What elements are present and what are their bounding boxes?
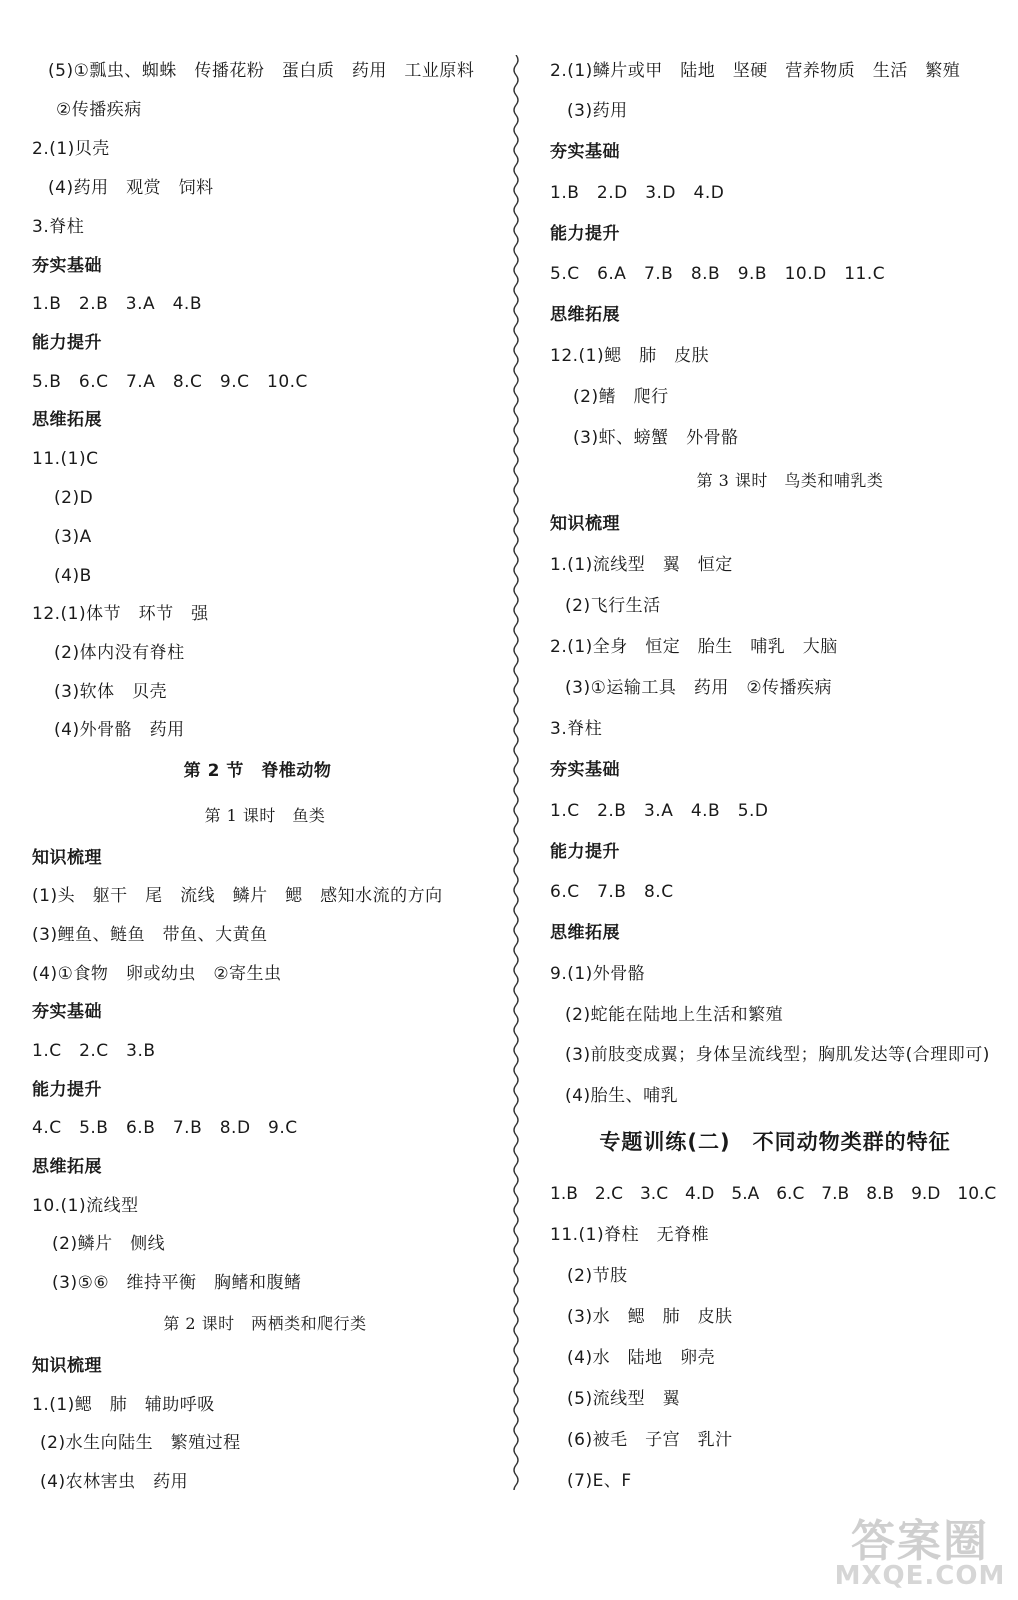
answer-line: (2)D xyxy=(54,488,94,508)
section-heading: 思维拓展 xyxy=(32,410,102,430)
answer-line: (4)药用 观赏 饲料 xyxy=(48,178,214,198)
column-divider xyxy=(509,55,523,1490)
answer-line: (3)水 鳃 肺 皮肤 xyxy=(567,1307,733,1327)
answer-line: 6.C 7.B 8.C xyxy=(550,882,674,902)
answer-line: (2)鳞片 侧线 xyxy=(52,1234,166,1254)
answer-line: (3)药用 xyxy=(567,101,628,121)
answer-line: (2)体内没有脊柱 xyxy=(54,643,185,663)
section-heading: 能力提升 xyxy=(550,224,620,244)
section-heading: 知识梳理 xyxy=(32,1356,102,1376)
section-heading: 夯实基础 xyxy=(550,142,620,162)
answer-line: 3.脊柱 xyxy=(32,217,85,237)
lesson-title: 第 2 课时 两栖类和爬行类 xyxy=(163,1314,367,1333)
answer-line: (4)农林害虫 药用 xyxy=(40,1472,189,1492)
section-heading: 思维拓展 xyxy=(550,923,620,943)
answer-line: (4)B xyxy=(54,566,92,586)
answer-line: (2)鳍 爬行 xyxy=(573,387,669,407)
answer-line: (3)虾、螃蟹 外骨骼 xyxy=(573,428,739,448)
answer-line: 10.(1)流线型 xyxy=(32,1196,139,1216)
answer-line: (4)水 陆地 卵壳 xyxy=(567,1348,716,1368)
answer-line: (4)外骨骼 药用 xyxy=(54,720,185,740)
section-heading: 思维拓展 xyxy=(550,305,620,325)
answer-line: (3)鲤鱼、鲢鱼 带鱼、大黄鱼 xyxy=(32,925,268,945)
answer-line: 12.(1)鳃 肺 皮肤 xyxy=(550,346,710,366)
answer-line: (7)E、F xyxy=(567,1471,632,1491)
answer-line: 2.(1)全身 恒定 胎生 哺乳 大脑 xyxy=(550,637,838,657)
answer-line: (2)水生向陆生 繁殖过程 xyxy=(40,1433,241,1453)
answer-line: (5)①瓢虫、蜘蛛 传播花粉 蛋白质 药用 工业原料 xyxy=(48,61,475,81)
answer-line: (3)前肢变成翼；身体呈流线型；胸肌发达等(合理即可) xyxy=(565,1045,990,1065)
answer-line: (2)飞行生活 xyxy=(565,596,661,616)
answer-line: (4)胎生、哺乳 xyxy=(565,1086,679,1106)
section-heading: 能力提升 xyxy=(32,333,102,353)
answer-line: (2)节肢 xyxy=(567,1266,628,1286)
answer-line: (3)①运输工具 药用 ②传播疾病 xyxy=(565,678,833,698)
lesson-title: 第 1 课时 鱼类 xyxy=(204,806,326,825)
answer-line: (3)A xyxy=(54,527,92,547)
answer-line: 1.(1)流线型 翼 恒定 xyxy=(550,555,733,575)
answer-line: 1.B 2.D 3.D 4.D xyxy=(550,183,725,203)
answer-line: 2.(1)鳞片或甲 陆地 坚硬 营养物质 生活 繁殖 xyxy=(550,61,961,81)
section-heading: 思维拓展 xyxy=(32,1157,102,1177)
section-heading: 夯实基础 xyxy=(32,1002,102,1022)
section-heading: 夯实基础 xyxy=(550,760,620,780)
watermark-main-text: 答案圈 xyxy=(851,1516,989,1567)
answer-line: 5.C 6.A 7.B 8.B 9.B 10.D 11.C xyxy=(550,264,886,284)
answer-line: (2)蛇能在陆地上生活和繁殖 xyxy=(565,1005,784,1025)
answer-line: 11.(1)脊柱 无脊椎 xyxy=(550,1225,710,1245)
section-heading: 能力提升 xyxy=(32,1080,102,1100)
section-heading: 知识梳理 xyxy=(32,848,102,868)
answer-line: (1)头 躯干 尾 流线 鳞片 鳃 感知水流的方向 xyxy=(32,886,443,906)
section-title: 第 2 节 脊椎动物 xyxy=(183,761,332,781)
section-heading: 夯实基础 xyxy=(32,256,102,276)
answer-line: 1.B 2.B 3.A 4.B xyxy=(32,294,202,314)
answer-line: 11.(1)C xyxy=(32,449,99,469)
answer-line: (5)流线型 翼 xyxy=(567,1389,681,1409)
answer-line: ②传播疾病 xyxy=(56,100,142,120)
answer-line: (6)被毛 子宫 乳汁 xyxy=(567,1430,733,1450)
watermark-logo xyxy=(825,1505,1015,1595)
answer-line: 4.C 5.B 6.B 7.B 8.D 9.C xyxy=(32,1118,298,1138)
answer-line: 3.脊柱 xyxy=(550,719,603,739)
answer-line: (3)⑤⑥ 维持平衡 胸鳍和腹鳍 xyxy=(52,1273,302,1293)
answer-line: 9.(1)外骨骼 xyxy=(550,964,646,984)
answer-line: 1.(1)鳃 肺 辅助呼吸 xyxy=(32,1395,215,1415)
topic-title: 专题训练(二) 不同动物类群的特征 xyxy=(599,1130,951,1154)
answer-line: 12.(1)体节 环节 强 xyxy=(32,604,209,624)
section-heading: 知识梳理 xyxy=(550,514,620,534)
watermark-url-text: MXQE.COM xyxy=(834,1561,1006,1591)
answer-line: 1.C 2.C 3.B xyxy=(32,1041,156,1061)
answer-line: 5.B 6.C 7.A 8.C 9.C 10.C xyxy=(32,372,308,392)
answer-line: (3)软体 贝壳 xyxy=(54,682,168,702)
answer-line: (4)①食物 卵或幼虫 ②寄生虫 xyxy=(32,964,282,984)
answer-line: 2.(1)贝壳 xyxy=(32,139,110,159)
lesson-title: 第 3 课时 鸟类和哺乳类 xyxy=(696,471,884,490)
section-heading: 能力提升 xyxy=(550,842,620,862)
answer-line: 1.C 2.B 3.A 4.B 5.D xyxy=(550,801,769,821)
answer-line: 1.B 2.C 3.C 4.D 5.A 6.C 7.B 8.B 9.D 10.C xyxy=(550,1184,997,1204)
